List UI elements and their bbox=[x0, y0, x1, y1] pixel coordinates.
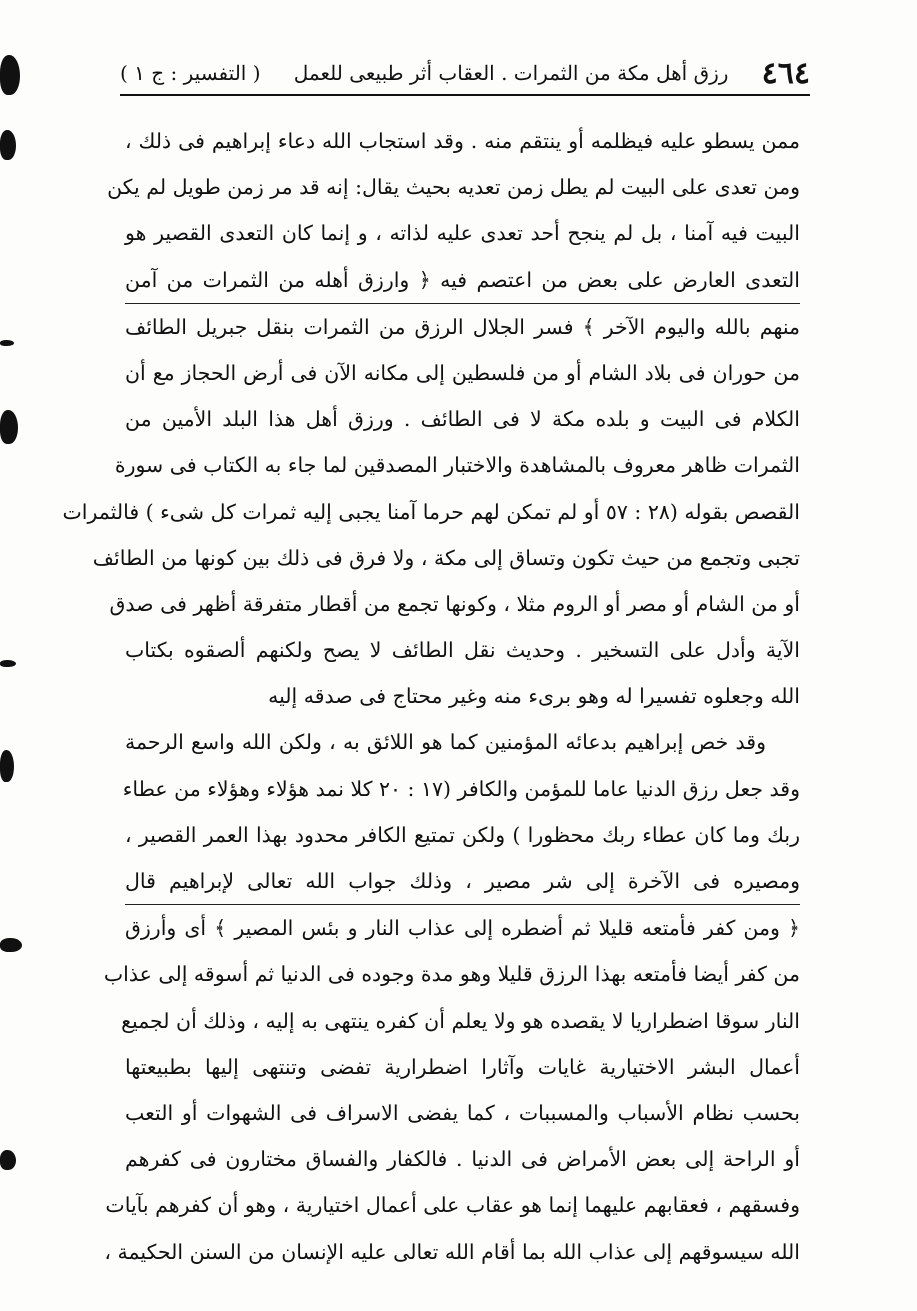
text-line: ومن تعدى على البيت لم يطل زمن تعديه بحيث يقال: إنه قد مر زمن طويل لم يكن bbox=[107, 175, 800, 200]
scan-blot bbox=[0, 130, 16, 160]
text-line: بحسب نظام الأسباب والمسببات ، كما يفضى الاسراف فى الشهوات أو التعب bbox=[125, 1100, 800, 1125]
text-line: ممن يسطو عليه فيظلمه أو ينتقم منه . وقد استجاب الله دعاء إبراهيم فى ذلك ، bbox=[125, 129, 800, 153]
volume-label: ( التفسير : ج ١ ) bbox=[120, 61, 261, 85]
text-line: وفسقهم ، فعقابهم عليهما إنما هو عقاب على أعمال اختيارية ، وهو أن كفرهم بآيات bbox=[105, 1193, 800, 1218]
text-line: الكلام فى البيت و بلده مكة لا فى الطائف . ورزق أهل هذا البلد الأمين من bbox=[125, 407, 800, 432]
text-line: وقد خص إبراهيم بدعائه المؤمنين كما هو اللائق به ، ولكن الله واسع الرحمة bbox=[125, 730, 766, 755]
page-header bbox=[120, 52, 810, 96]
text-line: ﴿ ومن كفر فأمتعه قليلا ثم أضطره إلى عذاب النار و بئس المصير ﴾ أى وأرزق bbox=[125, 916, 800, 941]
scan-blot bbox=[0, 1150, 16, 1170]
scan-blot bbox=[0, 750, 14, 782]
text-line: البيت فيه آمنا ، بل لم ينجح أحد تعدى عليه لذاته ، و إنما كان التعدى القصير هو bbox=[125, 221, 800, 246]
text-line: من كفر أيضا فأمتعه بهذا الرزق قليلا وهو مدة وجوده فى الدنيا ثم أسوقه إلى عذاب bbox=[103, 962, 800, 987]
text-line: ربك وما كان عطاء ربك محظورا ) ولكن تمتيع الكافر محدود بهذا العمر القصير ، bbox=[125, 822, 800, 847]
page-number: ٤٦٤ bbox=[761, 55, 810, 91]
body-text bbox=[62, 118, 800, 1275]
text-line: النار سوقا اضطراريا لا يقصده هو ولا يعلم أن كفره ينتهى به إليه ، وذلك أن لجميع bbox=[121, 1008, 800, 1033]
text-line: ومصيره فى الآخرة إلى شر مصير ، وذلك جواب الله تعالى لإبراهيم قال bbox=[125, 858, 800, 905]
text-line: أو من الشام أو مصر أو الروم مثلا ، وكونها تجمع من أقطار متفرقة أظهر فى صدق bbox=[109, 591, 800, 616]
scan-blot bbox=[0, 55, 20, 95]
text-line: أو الراحة إلى بعض الأمراض فى الدنيا . فالكفار والفساق مختارون فى كفرهم bbox=[125, 1147, 800, 1172]
text-line: القصص بقوله (٢٨ : ٥٧ أو لم تمكن لهم حرما آمنا يجبى إليه ثمرات كل شىء ) فالثمرات bbox=[62, 499, 800, 524]
text-line: منهم بالله واليوم الآخر ﴾ فسر الجلال الرزق من الثمرات بنقل جبريل الطائف bbox=[125, 314, 800, 339]
scan-blot bbox=[0, 660, 16, 667]
text-line: وقد جعل رزق الدنيا عاما للمؤمن والكافر (١٧ : ٢٠ كلا نمد هؤلاء وهؤلاء من عطاء bbox=[122, 776, 800, 801]
text-line: الثمرات ظاهر معروف بالمشاهدة والاختبار المصدقين لما جاء به الكتاب فى سورة bbox=[114, 453, 800, 478]
scan-blot bbox=[0, 938, 22, 952]
text-line: الآية وأدل على التسخير . وحديث نقل الطائف لا يصح ولكنهم ألصقوه بكتاب bbox=[125, 638, 800, 663]
text-line: أعمال البشر الاختيارية غايات وآثارا اضطرارية تفضى وتنتهى إليها بطبيعتها bbox=[125, 1054, 800, 1079]
text-line: تجبى وتجمع من حيث تكون وتساق إلى مكة ، ولا فرق فى ذلك بين كونها من الطائف bbox=[92, 545, 800, 570]
text-line: الله وجعلوه تفسيرا له وهو برىء منه وغير محتاج فى صدقه إليه bbox=[268, 684, 800, 709]
text-line: التعدى العارض على بعض من اعتصم فيه ﴿ وارزق أهله من الثمرات من آمن bbox=[125, 257, 800, 304]
scan-blot bbox=[0, 340, 14, 346]
text-line: من حوران فى بلاد الشام أو من فلسطين إلى مكانه الآن فى أرض الحجاز مع أن bbox=[125, 360, 800, 385]
scan-blot bbox=[0, 410, 18, 444]
running-title: رزق أهل مكة من الثمرات . العقاب أثر طبيعى للعمل bbox=[293, 61, 729, 85]
text-line: الله سيسوقهم إلى عذاب الله بما أقام الله تعالى عليه الإنسان من السنن الحكيمة ، bbox=[104, 1239, 800, 1264]
